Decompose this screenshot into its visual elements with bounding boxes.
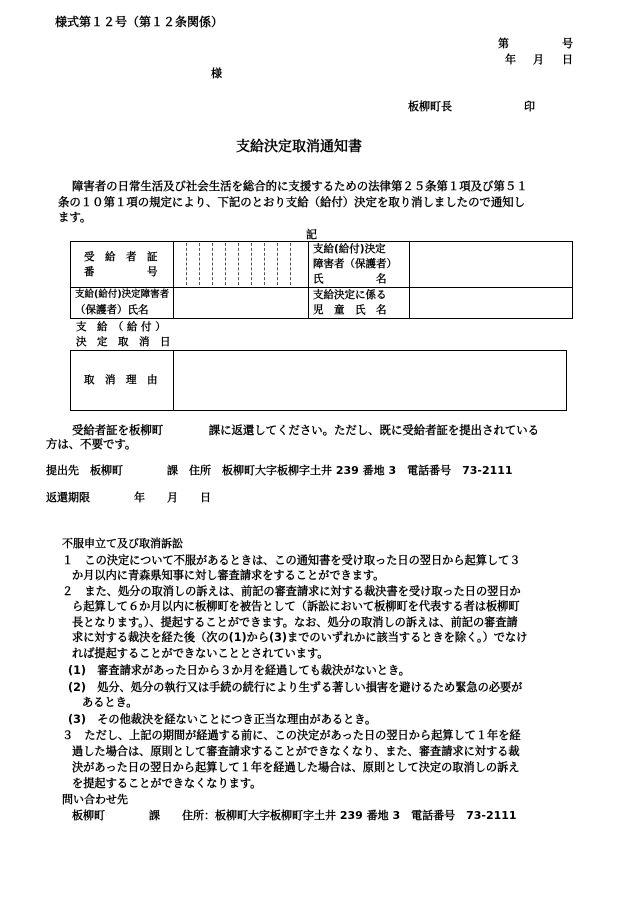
return-notice-line-2: 方は、不要です。 bbox=[46, 437, 137, 451]
intro-line-3: ます。 bbox=[58, 210, 92, 224]
appeal-line-1: １ この決定について不服があるときは、この通知書を受け取った日の翌日から起算して３ bbox=[62, 554, 521, 567]
cancel-date-label-1: 支 給 （ 給 付 ） bbox=[76, 321, 166, 333]
guardian-label-2: （保護者）氏名 bbox=[75, 304, 149, 316]
table-row-divider bbox=[70, 287, 573, 288]
digit-separator bbox=[186, 243, 187, 285]
digit-separator bbox=[251, 243, 252, 285]
child-label-2: 児 童 氏 名 bbox=[313, 304, 387, 316]
appeal-line-7: れば提起することができないこととされています。 bbox=[72, 647, 329, 660]
digit-separator bbox=[225, 243, 226, 285]
appeal-line-12: ３ ただし、上記の期間が経過する前に、この決定があった日の翌日から起算して１年を経 bbox=[62, 729, 521, 742]
appeal-line-9: (2) 処分、処分の執行又は手続の続行により生ずる著しい損害を避けるため緊急の必要が bbox=[68, 681, 523, 694]
table-col-divider-3 bbox=[409, 241, 410, 319]
number-label-dai: 第 bbox=[498, 37, 509, 50]
return-deadline: 返還期限 年 月 日 bbox=[46, 491, 211, 504]
document-title: 支給決定取消通知書 bbox=[236, 139, 362, 155]
recipient-cert-label-1: 受 給 者 証 bbox=[84, 251, 158, 263]
appeal-line-5: 長となります。）、提起することができます。なお、処分の取消しの訴えは、前記の審査請 bbox=[72, 616, 518, 629]
date-month: 月 bbox=[533, 53, 544, 66]
appeal-title: 不服申立て及び取消訴訟 bbox=[62, 537, 183, 550]
submit-to: 提出先 板柳町 課 住所 板柳町大字板柳字土井 239 番地 3 電話番号 73-2111 bbox=[46, 464, 513, 477]
appeal-line-11: (3) その他裁決を経ないことにつき正当な理由があるとき。 bbox=[68, 713, 377, 726]
child-label-1: 支給決定に係る bbox=[313, 289, 387, 301]
digit-separator bbox=[238, 243, 239, 285]
cancel-reason-label: 取 消 理 由 bbox=[84, 374, 158, 386]
table-col-divider-1 bbox=[173, 241, 174, 319]
digit-separator bbox=[290, 243, 291, 285]
seal-mark: 印 bbox=[524, 100, 535, 113]
digit-separator bbox=[264, 243, 265, 285]
digit-separator bbox=[277, 243, 278, 285]
recipient-cert-label-2: 番 号 bbox=[84, 266, 158, 278]
table-col-divider-2 bbox=[308, 241, 309, 319]
inquiry-title: 問い合わせ先 bbox=[62, 793, 128, 806]
disabled-person-label-3: 氏 名 bbox=[313, 273, 387, 285]
number-label-go: 号 bbox=[562, 37, 573, 50]
sender-name: 板柳町長 bbox=[408, 100, 452, 113]
guardian-label-1: 支給(給付)決定障害者 bbox=[75, 289, 170, 300]
disabled-person-label-1: 支給(給付)決定 bbox=[313, 243, 386, 255]
appeal-line-8: (1) 審査請求があった日から３か月を経過しても裁決がないとき。 bbox=[68, 664, 410, 677]
appeal-line-10: あるとき。 bbox=[82, 696, 138, 709]
return-notice-line-1: 受給者証を板柳町 課に返還してください。ただし、既に受給者証を提出されている bbox=[72, 423, 540, 437]
date-day: 日 bbox=[562, 53, 573, 66]
ki-label: 記 bbox=[306, 228, 317, 241]
reason-col-divider bbox=[173, 350, 174, 411]
appeal-line-14: 決があった日の翌日から起算して１年を経過した場合は、原則として決定の取消しの訴え bbox=[72, 761, 520, 774]
appeal-line-6: 求に対する裁決を経た後（次の(1)から(3)までのいずれかに該当するときを除く。）でなけ bbox=[72, 631, 528, 644]
intro-line-1: 障害者の日常生活及び社会生活を総合的に支援するための法律第２５条第１項及び第５１ bbox=[72, 179, 528, 193]
addressee-suffix: 様 bbox=[211, 67, 222, 80]
appeal-line-15: を提起することができなくなります。 bbox=[72, 777, 262, 790]
appeal-line-3: ２ また、処分の取消しの訴えは、前記の審査請求に対する裁決書を受け取った日の翌日か bbox=[62, 585, 521, 598]
form-number: 様式第１２号（第１２条関係） bbox=[55, 15, 224, 29]
inquiry-line: 板柳町 課 住所：板柳町大字板柳町字土井 239 番地 3 電話番号 73-2111 bbox=[72, 809, 517, 822]
appeal-line-4: ら起算して６か月以内に板柳町を被告として（訴訟において板柳町を代表する者は板柳町 bbox=[72, 600, 520, 613]
date-year: 年 bbox=[505, 53, 516, 66]
disabled-person-label-2: 障害者（保護者） bbox=[313, 258, 397, 270]
appeal-line-13: 過した場合は、原則として審査請求することができなくなり、また、審査請求に対する裁 bbox=[72, 745, 520, 758]
cancel-date-label-2: 決 定 取 消 日 bbox=[76, 336, 171, 348]
digit-separator bbox=[212, 243, 213, 285]
appeal-line-2: か月以内に青森県知事に対し審査請求をすることができます。 bbox=[72, 569, 385, 582]
digit-separator bbox=[199, 243, 200, 285]
intro-line-2: 条の１０第１項の規定により、下記のとおり支給（給付）決定を取り消しましたので通知し bbox=[58, 195, 526, 209]
